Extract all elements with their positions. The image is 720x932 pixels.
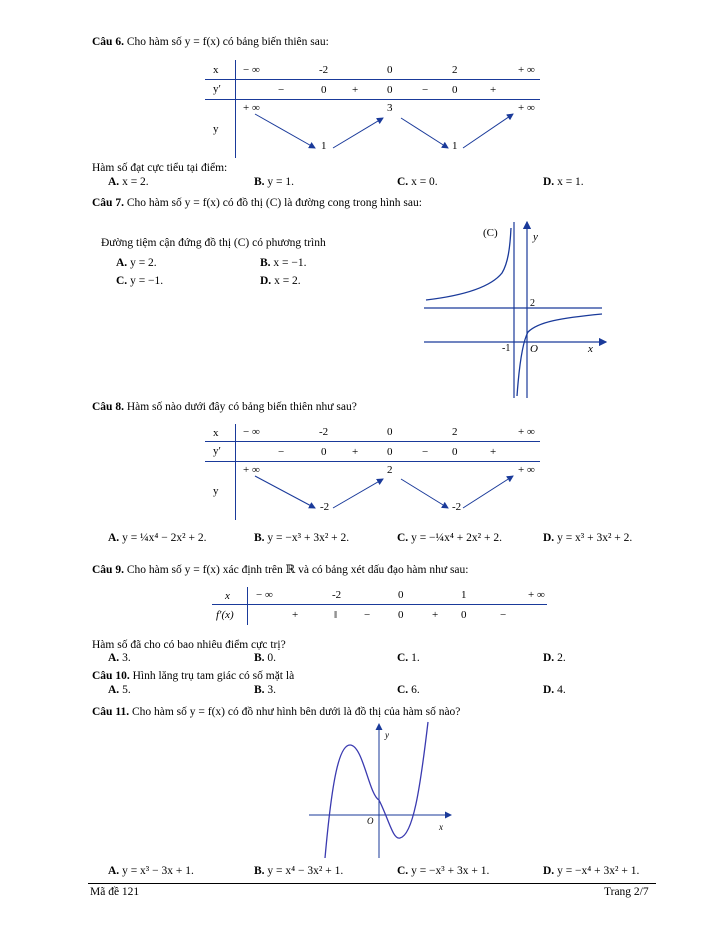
q6-x-1: -2 xyxy=(319,64,329,76)
q8-option-b-text: y = −x³ + 3x² + 2. xyxy=(267,532,350,544)
q7-tick-2: 2 xyxy=(530,298,535,309)
q8-arrows xyxy=(205,422,540,520)
q11-origin-label: O xyxy=(367,816,374,826)
q9-option-c-key: C. xyxy=(397,652,409,664)
q7-option-b-key: B. xyxy=(260,257,271,269)
q8-yp-1: 0 xyxy=(321,446,327,458)
q8-y-3: -2 xyxy=(452,501,462,513)
q9-fp-3: 0 xyxy=(398,609,404,621)
q7-option-c[interactable] xyxy=(116,275,163,287)
q8-y-0: + ∞ xyxy=(243,464,260,476)
q11-option-a[interactable] xyxy=(108,865,194,877)
q6-arrows xyxy=(205,58,540,158)
q6-title xyxy=(92,36,329,48)
q8-x-3: 2 xyxy=(452,426,458,438)
q6-x-4: + ∞ xyxy=(518,64,535,76)
q11-option-c[interactable] xyxy=(397,865,489,877)
footer-exam-code: Mã đề 121 xyxy=(90,886,140,898)
q6-x-2: 0 xyxy=(387,64,393,76)
q9-fp-5: 0 xyxy=(461,609,467,621)
q6-y-3: 1 xyxy=(452,140,458,152)
q6-yp-4: − xyxy=(422,84,429,96)
q11-title xyxy=(92,706,460,718)
q6-option-c-key: C. xyxy=(397,176,409,188)
q6-option-c-text: x = 0. xyxy=(411,176,438,188)
q8-label: Câu 8. xyxy=(92,401,124,413)
q6-stem: Hàm số đạt cực tiểu tại điểm: xyxy=(92,162,228,174)
q7-option-d[interactable] xyxy=(260,275,301,287)
q6-option-c[interactable] xyxy=(397,176,438,188)
footer-divider xyxy=(88,883,656,884)
q10-option-c[interactable] xyxy=(397,684,420,696)
q11-option-c-key: C. xyxy=(397,865,409,877)
q7-curve-label: (C) xyxy=(483,227,498,239)
q6-label: Câu 6. xyxy=(92,36,124,48)
q8-option-c-key: C. xyxy=(397,532,409,544)
q6-yp-0: − xyxy=(278,84,285,96)
q11-option-d-text: y = −x⁴ + 3x² + 1. xyxy=(557,865,640,877)
q6-x-header: x xyxy=(213,64,219,76)
q8-x-4: + ∞ xyxy=(518,426,535,438)
q8-y-2: 2 xyxy=(387,464,393,476)
q9-option-b-key: B. xyxy=(254,652,265,664)
q11-x-axis-label: x xyxy=(439,822,443,832)
q7-text: Cho hàm số y = f(x) có đồ thị (C) là đường cong trong hình sau: xyxy=(126,197,422,209)
q7-tick-minus1: -1 xyxy=(502,343,511,354)
q6-yp-1: 0 xyxy=(321,84,327,96)
q9-fp-2: − xyxy=(364,609,371,621)
q10-option-b-key: B. xyxy=(254,684,265,696)
q9-x-1: -2 xyxy=(332,589,342,601)
q7-label: Câu 7. xyxy=(92,197,124,209)
q10-option-d[interactable] xyxy=(543,684,566,696)
q10-option-b[interactable] xyxy=(254,684,276,696)
q10-option-b-text: 3. xyxy=(267,684,277,696)
q6-yp-5: 0 xyxy=(452,84,458,96)
q8-option-b[interactable] xyxy=(254,532,349,544)
q9-x-header: x xyxy=(225,590,230,602)
q8-x-0: − ∞ xyxy=(243,426,260,438)
q6-x-3: 2 xyxy=(452,64,458,76)
q9-fp-0: + xyxy=(292,609,299,621)
q9-option-c-text: 1. xyxy=(411,652,420,664)
q7-x-axis-label: x xyxy=(588,343,593,355)
q8-yp-header: y′ xyxy=(213,445,221,457)
q6-y-1: 1 xyxy=(321,140,327,152)
q8-y-1: -2 xyxy=(320,501,330,513)
q9-fp-1: ‖ xyxy=(334,609,338,621)
q8-option-a-key: A. xyxy=(108,532,120,544)
q9-option-d[interactable] xyxy=(543,652,566,664)
q8-y-4: + ∞ xyxy=(518,464,535,476)
q7-option-b[interactable] xyxy=(260,257,307,269)
q11-option-b[interactable] xyxy=(254,865,343,877)
q11-option-b-text: y = x⁴ − 3x² + 1. xyxy=(267,865,344,877)
q7-origin-label: O xyxy=(530,343,538,355)
q7-title xyxy=(92,197,422,209)
q8-x-1: -2 xyxy=(319,426,329,438)
q11-option-a-text: y = x³ − 3x + 1. xyxy=(122,865,194,877)
q8-option-d[interactable] xyxy=(543,532,632,544)
q6-x-0: − ∞ xyxy=(243,64,260,76)
q9-option-b-text: 0. xyxy=(267,652,277,664)
q8-title xyxy=(92,401,357,413)
q6-y-4: + ∞ xyxy=(518,102,535,114)
q9-label: Câu 9. xyxy=(92,564,124,576)
q11-y-axis-label: y xyxy=(385,730,389,740)
q11-option-b-key: B. xyxy=(254,865,265,877)
q9-fp-header: f′(x) xyxy=(216,609,234,621)
q10-label: Câu 10. xyxy=(92,670,130,682)
q6-y-2: 3 xyxy=(387,102,393,114)
q11-option-d-key: D. xyxy=(543,865,555,877)
q7-option-a-text: y = 2. xyxy=(130,257,157,269)
q6-option-d-text: x = 1. xyxy=(557,176,584,188)
q7-option-a-key: A. xyxy=(116,257,128,269)
q7-graph xyxy=(420,218,610,400)
q8-text: Hàm số nào dưới đây có bảng biến thiên như sau? xyxy=(126,401,357,413)
q6-option-a-text: x = 2. xyxy=(122,176,149,188)
q10-option-c-text: 6. xyxy=(411,684,420,696)
q9-sign-table xyxy=(212,585,547,627)
q6-option-a-key: A. xyxy=(108,176,120,188)
q6-yp-3: 0 xyxy=(387,84,393,96)
q8-yp-5: 0 xyxy=(452,446,458,458)
q9-option-d-key: D. xyxy=(543,652,555,664)
q10-option-a-text: 5. xyxy=(122,684,131,696)
q11-option-c-text: y = −x³ + 3x + 1. xyxy=(411,865,490,877)
q9-fp-4: + xyxy=(432,609,439,621)
q8-option-d-key: D. xyxy=(543,532,555,544)
q8-option-c-text: y = −¼x⁴ + 2x² + 2. xyxy=(411,532,502,544)
q11-graph xyxy=(305,720,455,862)
q7-option-b-text: x = −1. xyxy=(273,257,307,269)
q11-option-a-key: A. xyxy=(108,865,120,877)
q8-x-header: x xyxy=(213,427,219,439)
q10-option-c-key: C. xyxy=(397,684,409,696)
q10-option-d-text: 4. xyxy=(557,684,566,696)
q9-option-d-text: 2. xyxy=(557,652,566,664)
q8-yp-0: − xyxy=(278,446,285,458)
q6-option-d[interactable] xyxy=(543,176,584,188)
q8-option-a-text: y = ¼x⁴ − 2x² + 2. xyxy=(122,532,207,544)
q6-y-0: + ∞ xyxy=(243,102,260,114)
q8-yp-4: − xyxy=(422,446,429,458)
q9-x-2: 0 xyxy=(398,589,404,601)
q6-option-d-key: D. xyxy=(543,176,555,188)
q8-option-a[interactable] xyxy=(108,532,206,544)
q7-stem: Đường tiệm cận đứng đồ thị (C) có phương trình xyxy=(101,237,326,249)
q8-yp-3: 0 xyxy=(387,446,393,458)
q10-title xyxy=(92,670,294,682)
q8-option-b-key: B. xyxy=(254,532,265,544)
q9-option-b[interactable] xyxy=(254,652,276,664)
q9-x-0: − ∞ xyxy=(256,589,273,601)
q6-text: Cho hàm số y = f(x) có bảng biến thiên sau: xyxy=(126,36,329,48)
q10-option-d-key: D. xyxy=(543,684,555,696)
q9-text: Cho hàm số y = f(x) xác định trên ℝ và có bảng xét dấu đạo hàm như sau: xyxy=(126,564,469,576)
q9-x-4: + ∞ xyxy=(528,589,545,601)
q6-yp-6: + xyxy=(490,84,497,96)
q7-option-d-text: x = 2. xyxy=(274,275,301,287)
q9-option-a[interactable] xyxy=(108,652,131,664)
q7-option-c-key: C. xyxy=(116,275,128,287)
q9-fp-6: − xyxy=(500,609,507,621)
q6-option-b-key: B. xyxy=(254,176,265,188)
q8-yp-6: + xyxy=(490,446,497,458)
q8-y-header: y xyxy=(213,485,219,497)
q8-x-2: 0 xyxy=(387,426,393,438)
footer-page-number: Trang 2/7 xyxy=(604,886,649,898)
q7-option-a[interactable] xyxy=(116,257,157,269)
q10-text: Hình lăng trụ tam giác có số mặt là xyxy=(132,670,295,682)
q6-yp-header: y′ xyxy=(213,83,221,95)
q8-variation-table xyxy=(205,422,540,520)
q8-option-d-text: y = x³ + 3x² + 2. xyxy=(557,532,633,544)
q6-option-b[interactable] xyxy=(254,176,294,188)
q6-yp-2: + xyxy=(352,84,359,96)
q9-option-a-text: 3. xyxy=(122,652,131,664)
q9-option-a-key: A. xyxy=(108,652,120,664)
q10-option-a[interactable] xyxy=(108,684,131,696)
q11-text: Cho hàm số y = f(x) có đồ như hình bên dưới là đồ thị của hàm số nào? xyxy=(131,706,461,718)
q7-y-axis-label: y xyxy=(533,231,538,243)
q8-option-c[interactable] xyxy=(397,532,502,544)
q9-title xyxy=(92,562,468,576)
q6-option-a[interactable] xyxy=(108,176,149,188)
q6-y-header: y xyxy=(213,123,219,135)
q9-x-3: 1 xyxy=(461,589,467,601)
q10-option-a-key: A. xyxy=(108,684,120,696)
q9-stem: Hàm số đã cho có bao nhiêu điểm cực trị? xyxy=(92,639,286,651)
q7-option-c-text: y = −1. xyxy=(130,275,164,287)
q7-option-d-key: D. xyxy=(260,275,272,287)
q9-option-c[interactable] xyxy=(397,652,420,664)
q6-option-b-text: y = 1. xyxy=(267,176,295,188)
q6-variation-table xyxy=(205,58,540,158)
q11-option-d[interactable] xyxy=(543,865,639,877)
q8-yp-2: + xyxy=(352,446,359,458)
q11-label: Câu 11. xyxy=(92,706,130,718)
